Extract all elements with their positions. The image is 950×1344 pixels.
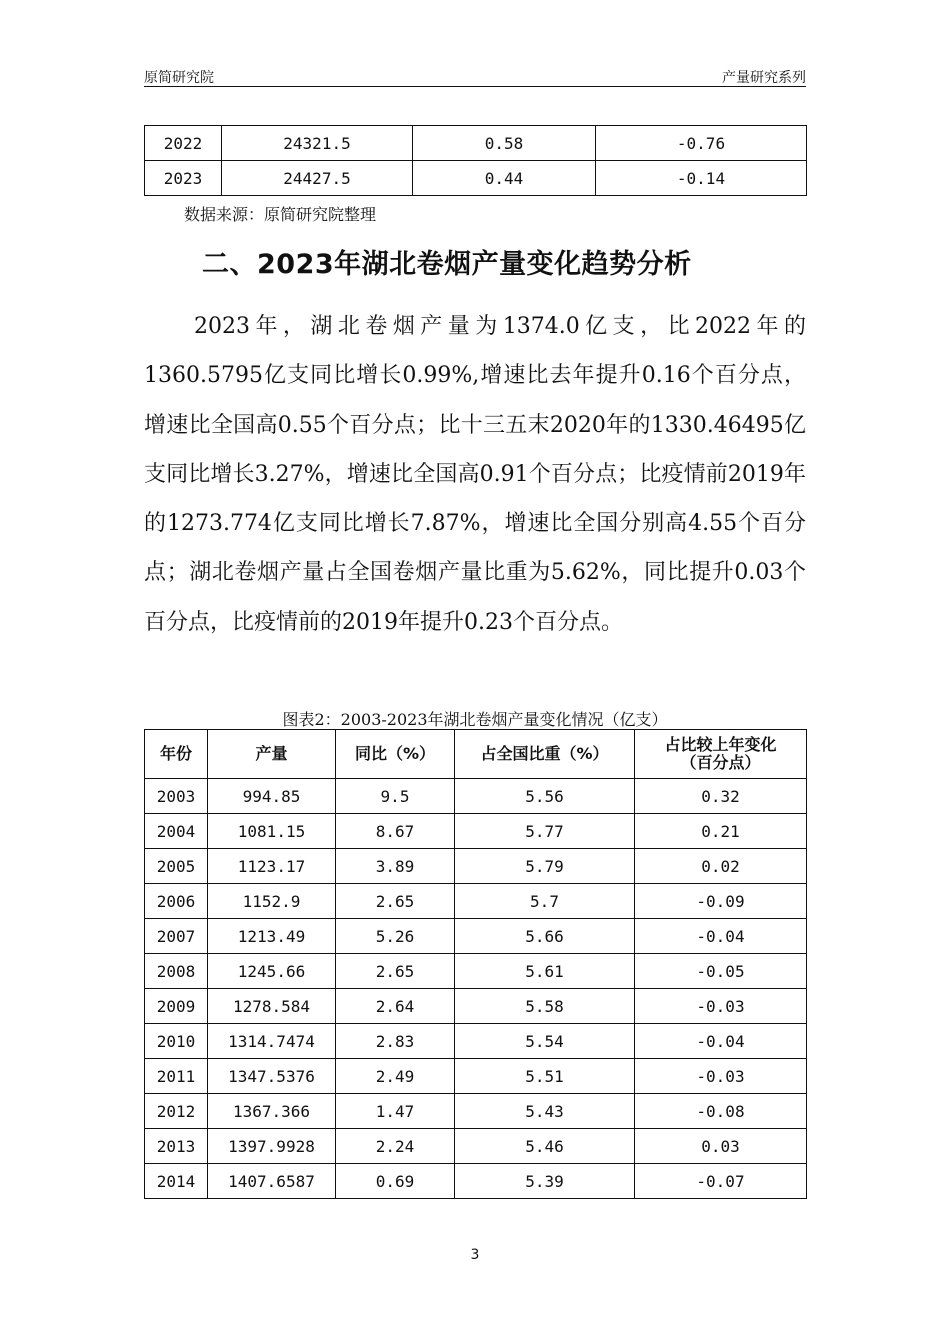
table-cell: -0.09	[635, 884, 807, 919]
table-cell: 1367.366	[208, 1094, 336, 1129]
page-header	[144, 64, 806, 87]
table-cell: 1152.9	[208, 884, 336, 919]
table-cell: 5.43	[455, 1094, 635, 1129]
table-cell: 2005	[145, 849, 208, 884]
table-cell: 1314.7474	[208, 1024, 336, 1059]
table-row	[145, 989, 807, 1024]
table-cell: 2003	[145, 779, 208, 814]
column-header: 占全国比重（%）	[455, 730, 635, 779]
table-cell: 2.65	[336, 884, 455, 919]
column-header: 年份	[145, 730, 208, 779]
table-cell: 2.65	[336, 954, 455, 989]
table-row	[145, 954, 807, 989]
table-cell: -0.05	[635, 954, 807, 989]
table-cell: 1.47	[336, 1094, 455, 1129]
table-cell: 0.69	[336, 1164, 455, 1199]
table-cell: 5.61	[455, 954, 635, 989]
table-cell: 5.7	[455, 884, 635, 919]
table-cell: 2.24	[336, 1129, 455, 1164]
table-cell: -0.03	[635, 1059, 807, 1094]
table-cell: 2.64	[336, 989, 455, 1024]
table-cell: 8.67	[336, 814, 455, 849]
table-cell: 5.66	[455, 919, 635, 954]
table-cell: 2011	[145, 1059, 208, 1094]
table-cell: 1213.49	[208, 919, 336, 954]
table-cell: 2010	[145, 1024, 208, 1059]
table-row	[145, 1164, 807, 1199]
table-cell: 5.26	[336, 919, 455, 954]
table-cell: 2.49	[336, 1059, 455, 1094]
table-cell: 5.56	[455, 779, 635, 814]
table-cell: 2004	[145, 814, 208, 849]
body-paragraph: 2023年，湖北卷烟产量为1374.0亿支，比2022年的1360.5795亿支同比增长0.99%,增速比去年提升0.16个百分点，增速比全国高0.55个百分点；比十三五末2020年的1330.46495亿支同比增长3.27%，增速比全国高0.91个百分点；比疫情前2019年的1273.774亿支同比增长7.87%，增速比全国分别高4.55个百分点；湖北卷烟产量占全国卷烟产量比重为5.62%，同比提升0.03个百分点，比疫情前的2019年提升0.23个百分点。	[144, 314, 806, 635]
table-continued	[144, 125, 807, 196]
table-row	[145, 126, 807, 161]
table-row	[145, 884, 807, 919]
header-series-name: 产量研究系列	[722, 70, 806, 86]
header-org-name: 原简研究院	[144, 70, 214, 86]
table-cell: 1397.9928	[208, 1129, 336, 1164]
table-cell: 5.58	[455, 989, 635, 1024]
data-source-note: 数据来源：原简研究院整理	[184, 205, 377, 224]
table-cell: 5.77	[455, 814, 635, 849]
table-row	[145, 814, 807, 849]
table-cell: 0.32	[635, 779, 807, 814]
table-cell: -0.07	[635, 1164, 807, 1199]
table-cell: 2009	[145, 989, 208, 1024]
table-row	[145, 1129, 807, 1164]
table-row	[145, 161, 807, 196]
table-cell: 0.44	[413, 161, 596, 196]
table-cell: 3.89	[336, 849, 455, 884]
table-cell: 1123.17	[208, 849, 336, 884]
table-cell: 1245.66	[208, 954, 336, 989]
table-cell: 1407.6587	[208, 1164, 336, 1199]
table-cell: 24427.5	[222, 161, 413, 196]
table-row	[145, 1024, 807, 1059]
table-row	[145, 1094, 807, 1129]
table-cell: 2008	[145, 954, 208, 989]
column-header: 产量	[208, 730, 336, 779]
table-cell: 0.03	[635, 1129, 807, 1164]
table-cell: 2007	[145, 919, 208, 954]
table-cell: 0.02	[635, 849, 807, 884]
table-cell: 5.54	[455, 1024, 635, 1059]
table-cell: 2023	[145, 161, 222, 196]
table-cell: 5.51	[455, 1059, 635, 1094]
table-cell: -0.03	[635, 989, 807, 1024]
table-cell: 5.79	[455, 849, 635, 884]
table-cell: -0.04	[635, 1024, 807, 1059]
table-cell: -0.08	[635, 1094, 807, 1129]
table-cell: -0.14	[596, 161, 807, 196]
table-cell: 9.5	[336, 779, 455, 814]
column-header: 占比较上年变化（百分点）	[635, 730, 807, 779]
page-number: 3	[470, 1247, 480, 1263]
table-cell: 0.58	[413, 126, 596, 161]
table-cell: -0.76	[596, 126, 807, 161]
table-cell: 2012	[145, 1094, 208, 1129]
table-cell: 2013	[145, 1129, 208, 1164]
table-cell: 5.46	[455, 1129, 635, 1164]
section-heading: 二、2023年湖北卷烟产量变化趋势分析	[202, 249, 692, 280]
column-header: 同比（%）	[336, 730, 455, 779]
table-cell: 2022	[145, 126, 222, 161]
table-cell: 2014	[145, 1164, 208, 1199]
production-table	[144, 729, 807, 1199]
table-cell: 1081.15	[208, 814, 336, 849]
table-row	[145, 779, 807, 814]
table-cell: 1347.5376	[208, 1059, 336, 1094]
table-row	[145, 1059, 807, 1094]
table-header-row	[145, 730, 807, 779]
table-cell: 2006	[145, 884, 208, 919]
table-cell: 24321.5	[222, 126, 413, 161]
table-row	[145, 849, 807, 884]
table-cell: 5.39	[455, 1164, 635, 1199]
table-cell: 994.85	[208, 779, 336, 814]
table-cell: -0.04	[635, 919, 807, 954]
table-cell: 1278.584	[208, 989, 336, 1024]
table-cell: 2.83	[336, 1024, 455, 1059]
table-caption: 图表2：2003-2023年湖北卷烟产量变化情况（亿支）	[282, 710, 668, 729]
table-cell: 0.21	[635, 814, 807, 849]
table-row	[145, 919, 807, 954]
